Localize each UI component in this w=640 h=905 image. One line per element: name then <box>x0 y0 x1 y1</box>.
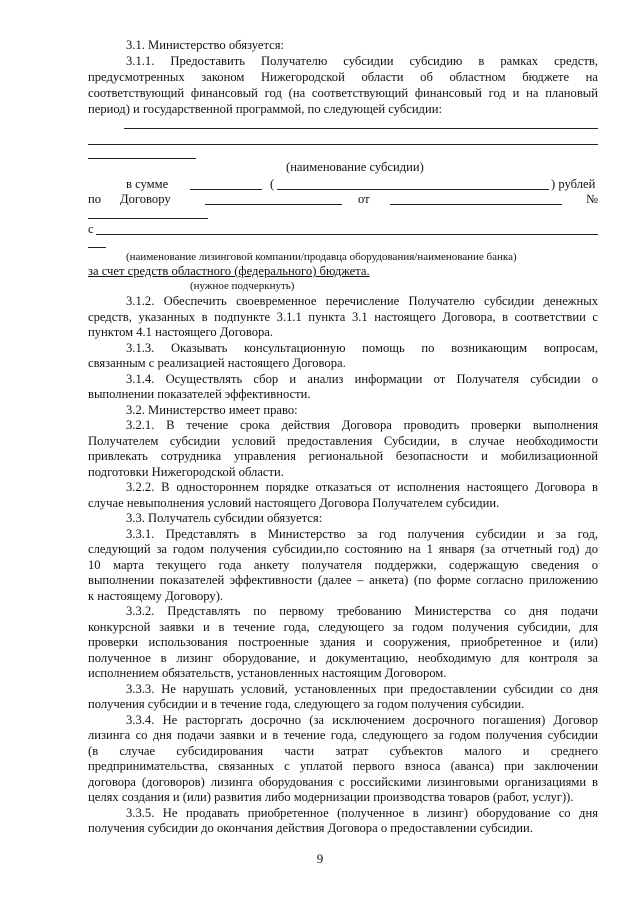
text-line: ) рублей <box>551 177 596 191</box>
text-line: договора (договоров) лизинга оборудования с российскими лизинговыми организациями в <box>88 775 598 789</box>
text-line: 3.3.5. Не продавать приобретенное (полученное в лизинг) оборудование со дня <box>126 806 598 820</box>
text-line: следующий за годом получения субсидии,по состоянию на 1 января (за отчетный год) до <box>88 542 598 556</box>
fill-in-line <box>190 189 262 190</box>
text-line: подготовки Нижегородской области. <box>88 465 284 479</box>
fill-in-line <box>124 128 598 129</box>
fill-in-line <box>96 234 598 235</box>
text-line: получения субсидии до окончания действия Договора о предоставлении субсидии. <box>88 821 533 835</box>
text-line-underlined: за счет средств областного (федерального) бюджета. <box>88 264 370 278</box>
text-line: 3.3. Получатель субсидии обязуется: <box>126 511 323 525</box>
text-line: 3.2.1. В течение срока действия Договора проводить проверки выполнения <box>126 418 598 432</box>
text-line: № <box>586 192 599 206</box>
text-line: ( <box>270 177 275 191</box>
text-line: соответствующий финансовый год (на соответствующий финансовый год и на плановый <box>88 86 598 100</box>
text-line: 3.1.2. Обеспечить своевременное перечисление Получателю субсидии денежных <box>126 294 598 308</box>
text-line: предпринимательства, связанных с уплатой первого взноса (аванса) при заключении <box>88 759 598 773</box>
fill-in-line <box>205 204 342 205</box>
text-line: лизинга со дня подачи заявки и в течение года, следующего за годом получения субсидии <box>88 728 598 742</box>
fill-in-line <box>88 247 106 248</box>
text-line: привлекать сотрудника управления региональной безопасности и мобилизационной <box>88 449 598 463</box>
text-line: выполнении показателей эффективности. <box>88 387 311 401</box>
text-line: выполнении показателей эффективности (далее – анкета) (по форме согласно приложению <box>88 573 598 587</box>
caption-company-name: (наименование лизинговой компании/продавца оборудования/наименование банка) <box>126 251 517 263</box>
text-line: 3.1. Министерство обязуется: <box>126 38 284 52</box>
text-line: предусмотренных законом Нижегородской области об областном бюджете на <box>88 70 598 84</box>
fill-in-line <box>88 158 196 159</box>
text-line: 3.3.1. Представлять в Министерство за год получения субсидии и за год, <box>126 527 598 541</box>
text-line: целях создания и (или) развития либо модернизации производства товаров (работ, услуг)). <box>88 790 574 804</box>
page-number: 9 <box>316 851 324 866</box>
text-line: от <box>358 192 370 206</box>
fill-in-line <box>88 144 598 145</box>
text-line: Договору <box>120 192 171 206</box>
caption-subsidy-name: (наименование субсидии) <box>286 160 424 174</box>
text-line: к настоящему Договору). <box>88 589 224 603</box>
text-line: в сумме <box>126 177 169 191</box>
text-line: 3.1.4. Осуществлять сбор и анализ информации от Получателя субсидии о <box>126 372 598 386</box>
text-line: Получателем субсидии условий предоставления Субсидии, в случае необходимости <box>88 434 598 448</box>
text-line: 10 марта текущего года анкету получателя поддержки, содержащую сведения о <box>88 558 598 572</box>
text-line: с <box>88 222 94 236</box>
text-line: 3.3.2. Представлять по первому требованию Министерства со дня подачи <box>126 604 598 618</box>
fill-in-line <box>277 189 549 190</box>
fill-in-line <box>390 204 562 205</box>
text-line: связанным с реализацией настоящего Договора. <box>88 356 346 370</box>
text-line: 3.3.3. Не нарушать условий, установленных при предоставлении субсидии со дня <box>126 682 598 696</box>
text-line: средств, указанных в подпункте 3.1.1 пункта 3.1 настоящего Договора, в соответствии с <box>88 310 598 324</box>
text-line: пунктом 4.1 настоящего Договора. <box>88 325 274 339</box>
text-line: 3.2.2. В одностороннем порядке отказаться от исполнения настоящего Договора в <box>126 480 598 494</box>
text-line: 3.1.1. Предоставить Получателю субсидии субсидию в рамках средств, <box>126 54 598 68</box>
text-line: 3.3.4. Не расторгать досрочно (за исключением досрочного погашения) Договор <box>126 713 598 727</box>
text-line: (в случае субсидирования части затрат субъектов малого и среднего <box>88 744 598 758</box>
text-line: исполнением обязательств, установленных настоящим Договором. <box>88 666 447 680</box>
text-line: полученное в лизинг оборудование, и документацию, необходимую для контроля за <box>88 651 598 665</box>
text-line: конкурсной заявки и в течение года, следующего за годом получения субсидии, для <box>88 620 598 634</box>
text-line: случае невыполнения условий настоящего Договора Получателем субсидии. <box>88 496 500 510</box>
fill-in-line <box>88 218 208 219</box>
text-line: проверки использования построенные здания и сооружения, приобретенное и (или) <box>88 635 598 649</box>
text-line: период) и государственной программой, по следующей субсидии: <box>88 102 442 116</box>
caption-underline-note: (нужное подчеркнуть) <box>190 280 295 292</box>
text-line: 3.1.3. Оказывать консультационную помощь по возникающим вопросам, <box>126 341 598 355</box>
text-line: по <box>88 192 102 206</box>
text-line: 3.2. Министерство имеет право: <box>126 403 298 417</box>
text-line: получения субсидии и в течение года, следующего за годом получения субсидии. <box>88 697 525 711</box>
